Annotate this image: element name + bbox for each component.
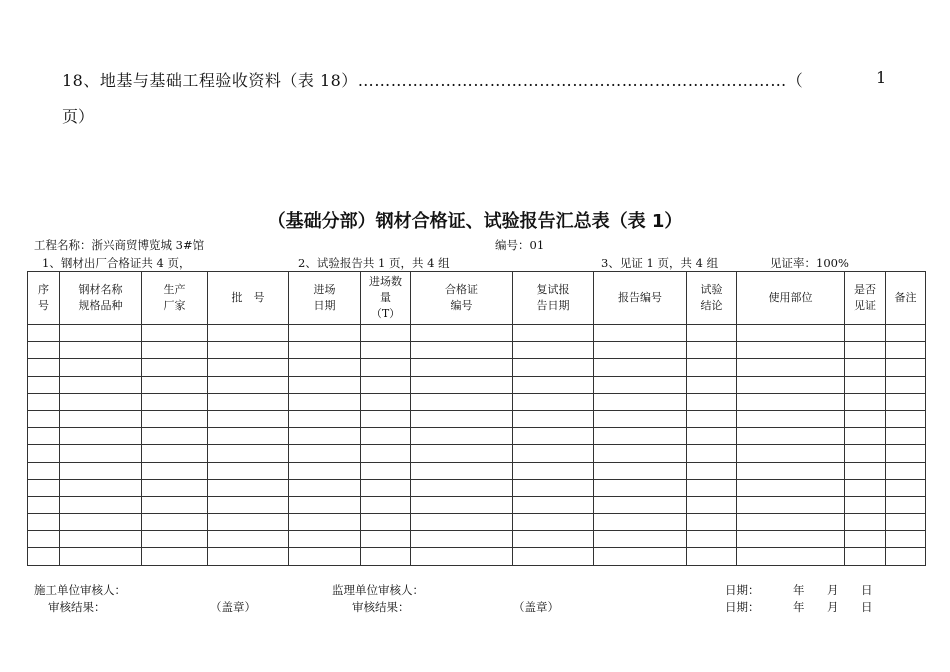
table-cell [142, 462, 208, 479]
column-header-line: 试验 [700, 283, 723, 297]
table-row [28, 325, 926, 342]
table-cell [361, 376, 411, 393]
table-cell [513, 342, 594, 359]
table-cell [28, 410, 60, 427]
table-cell [142, 496, 208, 513]
table-cell [513, 410, 594, 427]
table-cell [737, 479, 845, 496]
table-cell [142, 376, 208, 393]
table-cell [361, 479, 411, 496]
toc-entry-tail: 页） [62, 107, 95, 126]
table-cell [737, 376, 845, 393]
table-cell [411, 428, 513, 445]
table-cell [687, 514, 737, 531]
toc-page-number: 1 [876, 68, 887, 87]
table-cell [289, 325, 361, 342]
column-header-line: 日期 [313, 299, 336, 312]
table-cell [28, 393, 60, 410]
table-cell [845, 445, 886, 462]
table-cell [886, 342, 926, 359]
table-header [28, 272, 926, 325]
date-year: 年 [793, 583, 805, 597]
table-cell [142, 325, 208, 342]
column-header [687, 272, 737, 325]
table-cell [737, 445, 845, 462]
table-cell [845, 531, 886, 548]
table-cell [60, 428, 142, 445]
table-cell [60, 445, 142, 462]
table-cell [208, 445, 289, 462]
date-month: 月 [827, 600, 839, 614]
table-cell [289, 359, 361, 376]
table-cell [60, 548, 142, 565]
table-cell [411, 548, 513, 565]
date-month: 月 [827, 583, 839, 597]
table-cell [28, 445, 60, 462]
table-row [28, 479, 926, 496]
table-cell [289, 410, 361, 427]
table-cell [289, 479, 361, 496]
table-cell [886, 325, 926, 342]
table-cell [845, 548, 886, 565]
table-cell [60, 410, 142, 427]
table-cell [845, 342, 886, 359]
table-cell [886, 462, 926, 479]
column-header-line: 序 [38, 283, 49, 297]
table-cell [513, 325, 594, 342]
table-cell [411, 359, 513, 376]
table-cell [737, 325, 845, 342]
table-cell [687, 376, 737, 393]
column-header [886, 272, 926, 325]
table-cell [687, 496, 737, 513]
column-header [142, 272, 208, 325]
seal-supervisor: （盖章） [513, 600, 559, 614]
table-cell [289, 462, 361, 479]
summary-table [27, 271, 926, 566]
table-cell [142, 548, 208, 565]
table-cell [289, 514, 361, 531]
table-cell [28, 479, 60, 496]
review-result-supervisor: 审核结果： [352, 600, 410, 614]
table-cell [361, 531, 411, 548]
table-cell [289, 445, 361, 462]
table-row [28, 445, 926, 462]
date-year: 年 [793, 600, 805, 614]
table-cell [594, 428, 687, 445]
column-header [208, 272, 289, 325]
column-header-line: 进场 [313, 283, 336, 297]
table-cell [60, 514, 142, 531]
table-cell [60, 393, 142, 410]
table-cell [737, 359, 845, 376]
table-cell [886, 479, 926, 496]
table-cell [411, 445, 513, 462]
table-cell [208, 479, 289, 496]
table-cell [594, 479, 687, 496]
column-header-line: 合格证 [445, 283, 478, 297]
table-cell [513, 514, 594, 531]
table-cell [687, 410, 737, 427]
header-row [28, 272, 926, 325]
table-cell [513, 496, 594, 513]
table-cell [513, 359, 594, 376]
table-cell [361, 325, 411, 342]
cert-count: 1、钢材出厂合格证共 4 页， [42, 256, 191, 270]
table-cell [594, 393, 687, 410]
table-cell [289, 531, 361, 548]
table-body [28, 325, 926, 566]
table-cell [289, 548, 361, 565]
table-cell [687, 325, 737, 342]
table-cell [411, 479, 513, 496]
table-cell [687, 462, 737, 479]
table-cell [361, 342, 411, 359]
table-cell [60, 376, 142, 393]
table-cell [208, 325, 289, 342]
column-header-line: 报告编号 [618, 291, 662, 305]
column-header-line: 是否 [854, 283, 876, 297]
table-cell [594, 462, 687, 479]
table-cell [513, 548, 594, 565]
table-cell [208, 462, 289, 479]
table-cell [886, 376, 926, 393]
toc-entry-text: 18、地基与基础工程验收资料（表 18）……………………………………………………………………（ [62, 71, 804, 90]
date-day: 日 [861, 583, 873, 597]
form-number: 编号：01 [495, 238, 545, 252]
table-cell [845, 410, 886, 427]
table-cell [845, 325, 886, 342]
table-cell [28, 548, 60, 565]
page-title: （基础分部）钢材合格证、试验报告汇总表（表 1） [267, 211, 683, 232]
table-cell [845, 462, 886, 479]
table-cell [411, 342, 513, 359]
table-cell [361, 548, 411, 565]
table-cell [361, 445, 411, 462]
date-day: 日 [861, 600, 873, 614]
table-cell [411, 514, 513, 531]
column-header [411, 272, 513, 325]
table-cell [361, 514, 411, 531]
column-header [361, 272, 411, 325]
column-header [845, 272, 886, 325]
table-cell [886, 359, 926, 376]
table-cell [28, 462, 60, 479]
table-cell [845, 359, 886, 376]
table-cell [687, 342, 737, 359]
table-cell [60, 342, 142, 359]
table-cell [142, 445, 208, 462]
table-cell [142, 410, 208, 427]
table-cell [289, 428, 361, 445]
table-cell [513, 479, 594, 496]
table-cell [886, 393, 926, 410]
table-cell [411, 410, 513, 427]
table-cell [208, 359, 289, 376]
column-header-line: 复试报 [536, 283, 570, 297]
date-label: 日期： [725, 583, 760, 597]
table-cell [845, 514, 886, 531]
table-cell [411, 393, 513, 410]
table-cell [594, 548, 687, 565]
table-cell [411, 496, 513, 513]
table-cell [737, 428, 845, 445]
table-cell [208, 376, 289, 393]
table-cell [208, 342, 289, 359]
table-cell [208, 393, 289, 410]
table-cell [208, 496, 289, 513]
table-cell [737, 548, 845, 565]
table-cell [737, 496, 845, 513]
table-cell [28, 496, 60, 513]
report-count: 2、试验报告共 1 页，共 4 组 [298, 256, 450, 270]
table-cell [361, 410, 411, 427]
column-header-line: 量 [380, 291, 391, 305]
table-cell [60, 462, 142, 479]
table-cell [208, 531, 289, 548]
table-cell [142, 359, 208, 376]
table-cell [886, 445, 926, 462]
table-cell [594, 514, 687, 531]
table-cell [594, 325, 687, 342]
table-cell [208, 514, 289, 531]
column-header-line: 规格品种 [78, 299, 123, 312]
review-result-contractor: 审核结果： [48, 600, 106, 614]
column-header-line: （T） [370, 306, 401, 320]
table-cell [886, 410, 926, 427]
table-cell [513, 393, 594, 410]
table-cell [845, 376, 886, 393]
table-cell [845, 479, 886, 496]
table-row [28, 462, 926, 479]
column-header-line: 批 号 [231, 291, 265, 305]
table-cell [845, 496, 886, 513]
column-header-line: 结论 [700, 299, 723, 312]
table-cell [687, 531, 737, 548]
table-cell [594, 342, 687, 359]
column-header-line: 钢材名称 [78, 283, 123, 297]
column-header-line: 编号 [450, 299, 473, 312]
table-cell [886, 548, 926, 565]
table-cell [513, 531, 594, 548]
contractor-reviewer: 施工单位审核人： [34, 583, 126, 597]
column-header [289, 272, 361, 325]
table-cell [361, 393, 411, 410]
table-cell [361, 359, 411, 376]
table-cell [737, 393, 845, 410]
project-name: 工程名称：浙兴商贸博览城 3#馆 [34, 238, 205, 252]
witness-rate: 见证率：100% [770, 256, 849, 270]
table-row [28, 548, 926, 565]
table-cell [737, 342, 845, 359]
table-cell [142, 393, 208, 410]
table-cell [594, 496, 687, 513]
column-header-line: 厂家 [163, 299, 186, 312]
table-cell [142, 531, 208, 548]
table-cell [687, 393, 737, 410]
table-cell [60, 496, 142, 513]
table-cell [513, 376, 594, 393]
table-cell [208, 410, 289, 427]
table-cell [28, 359, 60, 376]
table-cell [886, 514, 926, 531]
table-cell [737, 531, 845, 548]
column-header [28, 272, 60, 325]
table-cell [594, 410, 687, 427]
table-cell [60, 531, 142, 548]
column-header-line: 见证 [854, 299, 876, 312]
column-header-line: 备注 [894, 291, 917, 305]
table-cell [411, 376, 513, 393]
table-row [28, 410, 926, 427]
table-cell [28, 428, 60, 445]
column-header-line: 使用部位 [768, 291, 813, 305]
table-cell [28, 514, 60, 531]
table-row [28, 359, 926, 376]
table-cell [594, 531, 687, 548]
table-cell [594, 445, 687, 462]
table-cell [142, 479, 208, 496]
table-cell [411, 462, 513, 479]
table-cell [687, 479, 737, 496]
table-cell [687, 359, 737, 376]
column-header-line: 进场数 [369, 275, 402, 289]
supervisor-reviewer: 监理单位审核人： [332, 583, 424, 597]
table-cell [289, 376, 361, 393]
table-cell [513, 428, 594, 445]
table-row [28, 428, 926, 445]
table-cell [737, 410, 845, 427]
table-cell [289, 393, 361, 410]
table-cell [737, 462, 845, 479]
table-row [28, 531, 926, 548]
column-header [737, 272, 845, 325]
table-row [28, 496, 926, 513]
table-cell [208, 428, 289, 445]
column-header-line: 号 [38, 299, 49, 312]
seal-contractor: （盖章） [210, 600, 256, 614]
table-cell [594, 359, 687, 376]
table-row [28, 342, 926, 359]
table-cell [687, 548, 737, 565]
table-cell [737, 514, 845, 531]
table-cell [411, 531, 513, 548]
table-cell [142, 514, 208, 531]
table-cell [513, 462, 594, 479]
column-header-line: 告日期 [536, 299, 570, 312]
table-row [28, 514, 926, 531]
table-cell [28, 531, 60, 548]
column-header [513, 272, 594, 325]
column-header [60, 272, 142, 325]
table-cell [28, 342, 60, 359]
table-cell [361, 428, 411, 445]
witness-count: 3、见证 1 页，共 4 组 [601, 256, 719, 270]
table-cell [886, 531, 926, 548]
table-cell [687, 445, 737, 462]
table-cell [361, 496, 411, 513]
table-cell [142, 428, 208, 445]
table-cell [60, 325, 142, 342]
table-cell [142, 342, 208, 359]
table-row [28, 376, 926, 393]
toc-entry [62, 68, 803, 91]
table-cell [289, 342, 361, 359]
table-cell [208, 548, 289, 565]
table-row [28, 393, 926, 410]
table-cell [594, 376, 687, 393]
table-cell [411, 325, 513, 342]
table-cell [886, 428, 926, 445]
table-cell [886, 496, 926, 513]
column-header [594, 272, 687, 325]
table-cell [28, 376, 60, 393]
table-cell [687, 428, 737, 445]
date-label: 日期： [725, 600, 760, 614]
table-cell [28, 325, 60, 342]
table-cell [361, 462, 411, 479]
table-cell [513, 445, 594, 462]
table-cell [845, 428, 886, 445]
table-cell [289, 496, 361, 513]
column-header-line: 生产 [163, 283, 186, 297]
table-cell [845, 393, 886, 410]
table-cell [60, 359, 142, 376]
table-cell [60, 479, 142, 496]
